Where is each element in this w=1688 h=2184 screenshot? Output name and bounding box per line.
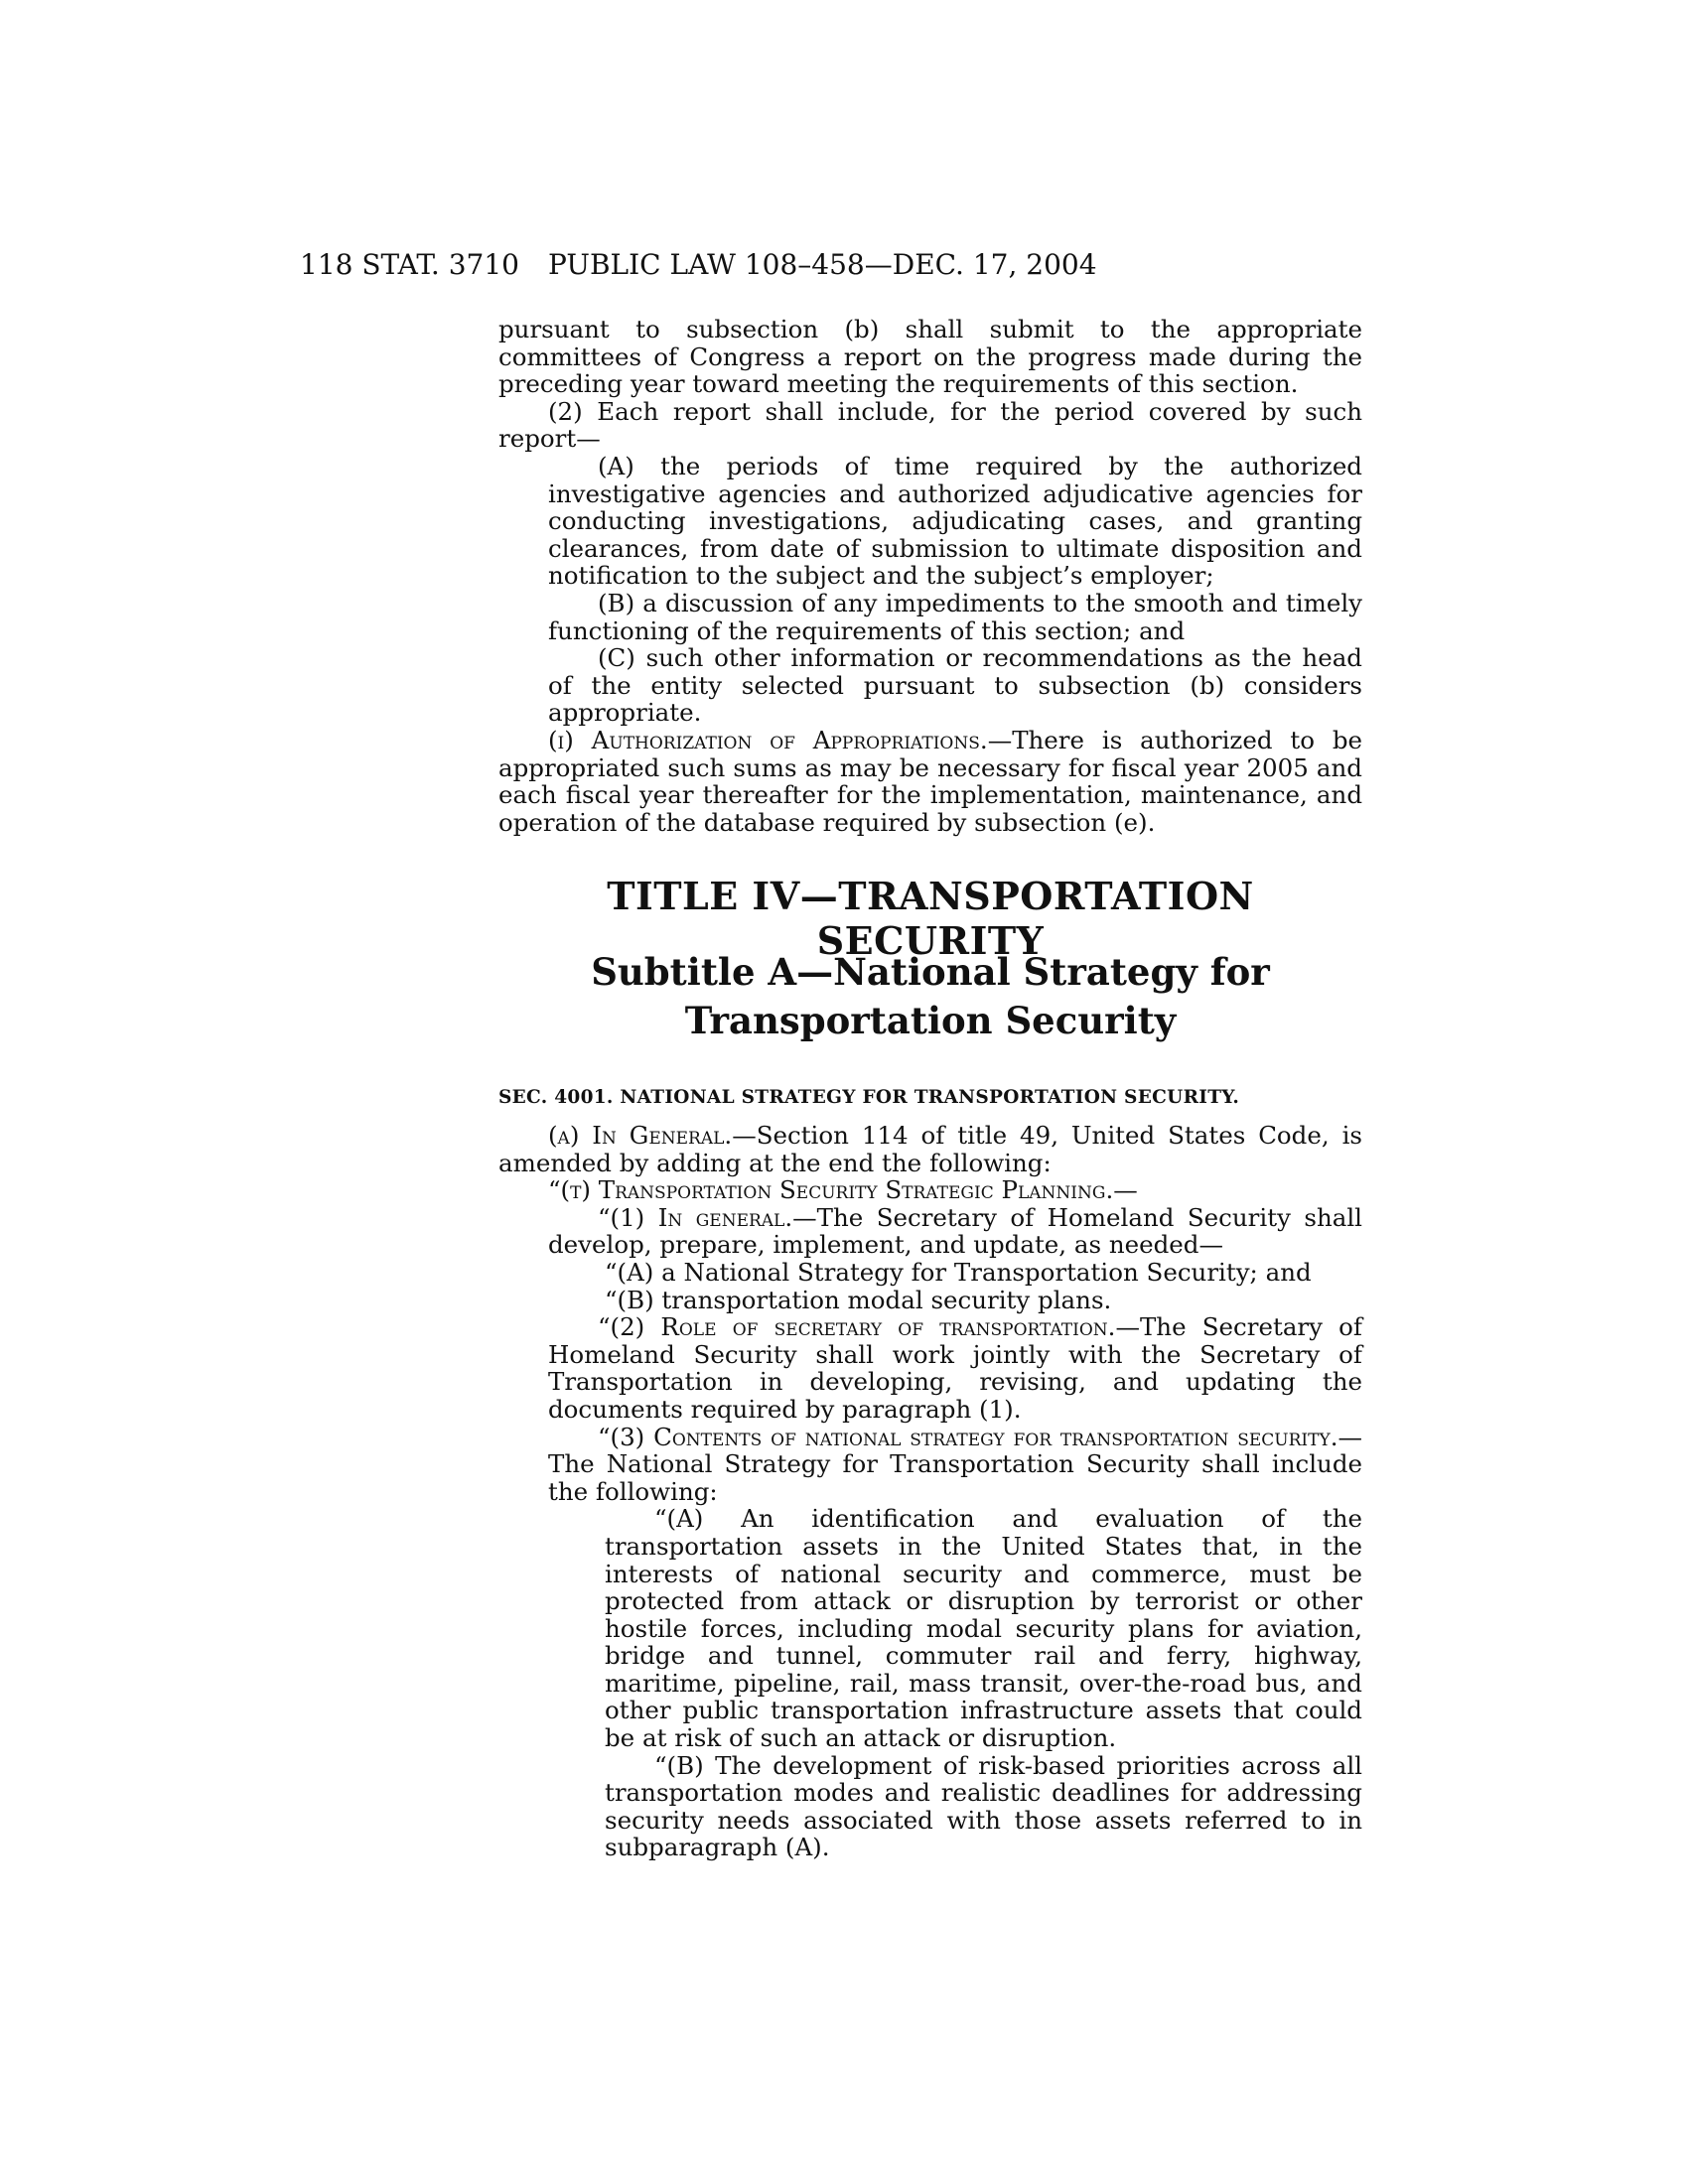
law-and-date: PUBLIC LAW 108–458—DEC. 17, 2004 bbox=[548, 248, 1097, 281]
title-heading: TITLE IV—TRANSPORTATION SECURITY bbox=[607, 874, 1254, 963]
section-heading: SEC. 4001. NATIONAL STRATEGY FOR TRANSPORTATION SECURITY. bbox=[498, 1087, 1240, 1108]
subsection-i bbox=[498, 727, 1362, 836]
paragraph: pursuant to subsection (b) shall submit to the appropriate committees of Congress a report on the progress made during the preceding year toward meeting the requirements of this section. bbox=[498, 315, 1362, 399]
section-4001-body bbox=[498, 1122, 1362, 1861]
paragraph-3 bbox=[498, 1424, 1362, 1506]
inserted-subsection-t: “(t) Transportation Security Strategic Planning.— bbox=[548, 1175, 1138, 1205]
paragraph-heading: “(1) In general. bbox=[598, 1202, 793, 1232]
subsection-heading: (a) In General. bbox=[548, 1121, 733, 1150]
subparagraph-b: (B) a discussion of any impediments to the smooth and timely functioning of the requirements of this section; and bbox=[548, 588, 1362, 645]
subparagraph-3a: “(A) An identification and evaluation of the transportation assets in the United States that, in the interests of national security and commerce, must be protected from attack or disruption by terrorist or other hostile forces, including modal security plans for aviation, bridge and tunnel, commuter rail and ferry, highway, maritime, pipeline, rail, mass transit, over-the-road bus, and other public transportation infrastructure assets that could be at risk of such an attack or disruption. bbox=[605, 1504, 1362, 1753]
running-header bbox=[300, 248, 1372, 288]
subsection-text: —Section 114 of title 49, United States Code, is amended by adding at the end the following: bbox=[498, 1121, 1362, 1177]
paragraph-text: —The Secretary of Homeland Security shall work jointly with the Secretary of Transportation in developing, revising, and updating the documents required by paragraph (1). bbox=[548, 1312, 1363, 1424]
statute-page-number: 118 STAT. 3710 bbox=[300, 248, 519, 281]
subparagraph-c: (C) such other information or recommendations as the head of the entity selected pursuant to subsection (b) considers appropriate. bbox=[548, 643, 1362, 728]
previous-section-continuation bbox=[498, 316, 1362, 836]
subsection-a bbox=[498, 1122, 1362, 1176]
paragraph-text: —The National Strategy for Transportation Security shall include the following: bbox=[548, 1422, 1362, 1506]
subparagraph-1b: “(B) transportation modal security plans. bbox=[605, 1285, 1112, 1314]
paragraph-heading: “(2) Role of secretary of transportation. bbox=[598, 1312, 1116, 1342]
subsection-heading: (i) Authorization of Appropriations. bbox=[548, 725, 988, 754]
paragraph-heading: “(3) Contents of national strategy for transportation security. bbox=[598, 1422, 1338, 1451]
paragraph-1 bbox=[498, 1204, 1362, 1259]
subsection-text: —There is authorized to be appropriated such sums as may be necessary for fiscal year 2005 and each fiscal year thereafter for the implementation, maintenance, and operation of the database required by subsection (e). bbox=[498, 725, 1362, 837]
subparagraph-1a: “(A) a National Strategy for Transportation Security; and bbox=[605, 1257, 1312, 1287]
subtitle-line: Transportation Security bbox=[684, 999, 1177, 1042]
subparagraph-a: (A) the periods of time required by the authorized investigative agencies and authorized adjudicative agencies for conducting investigations, adjudicating cases, and granting clearances, from date of submission to ultimate disposition and notification to the subject and the subject’s employer; bbox=[548, 451, 1362, 591]
subtitle-line: Subtitle A—National Strategy for bbox=[591, 950, 1270, 994]
subtitle-heading bbox=[498, 948, 1362, 1045]
subparagraph-3b: “(B) The development of risk-based priorities across all transportation modes and realistic deadlines for addressing security needs associated with those assets referred to in subparagraph (A). bbox=[605, 1750, 1362, 1862]
paragraph: (2) Each report shall include, for the period covered by such report— bbox=[498, 396, 1362, 454]
paragraph-2 bbox=[498, 1313, 1362, 1423]
paragraph-text: —The Secretary of Homeland Security shall develop, prepare, implement, and update, as needed— bbox=[548, 1202, 1362, 1260]
